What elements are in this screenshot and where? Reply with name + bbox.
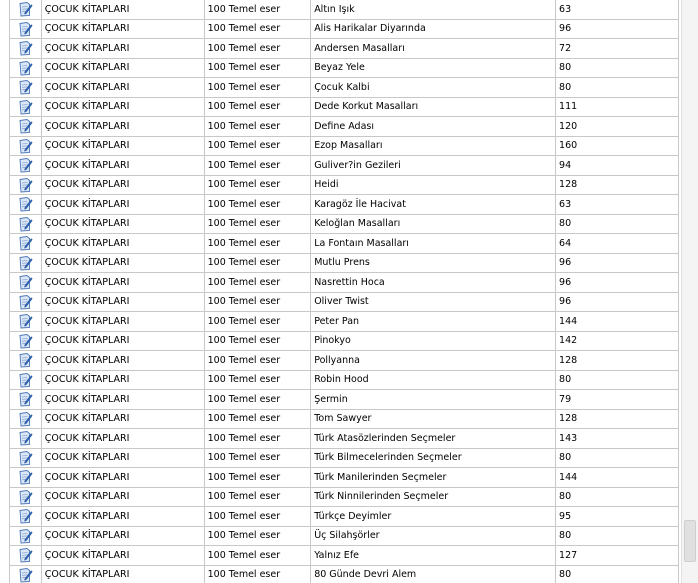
records-body [10,0,679,583]
title-cell: Pinokyo [311,331,556,351]
pages-cell: 120 [556,117,679,137]
title-cell: Dede Korkut Masalları [311,97,556,117]
table-row[interactable] [10,370,679,390]
document-edit-icon[interactable] [17,333,33,349]
table-row[interactable] [10,19,679,39]
row-icon-cell[interactable] [10,214,42,234]
category-cell: ÇOCUK KİTAPLARI [41,292,204,312]
category-cell: ÇOCUK KİTAPLARI [41,565,204,583]
set-cell: 100 Temel eser [204,19,311,39]
set-cell: 100 Temel eser [204,487,311,507]
pages-cell: 95 [556,507,679,527]
row-icon-cell[interactable] [10,234,42,254]
row-icon-cell[interactable] [10,195,42,215]
title-cell: La Fontaın Masalları [311,234,556,254]
set-cell: 100 Temel eser [204,273,311,293]
document-edit-icon[interactable] [17,469,33,485]
category-cell: ÇOCUK KİTAPLARI [41,58,204,78]
document-edit-icon[interactable] [17,547,33,563]
title-cell: Oliver Twist [311,292,556,312]
title-cell: Altın Işık [311,0,556,19]
row-icon-cell[interactable] [10,409,42,429]
set-cell: 100 Temel eser [204,175,311,195]
category-cell: ÇOCUK KİTAPLARI [41,526,204,546]
pages-cell: 80 [556,565,679,583]
row-icon-cell[interactable] [10,273,42,293]
category-cell: ÇOCUK KİTAPLARI [41,0,204,19]
category-cell: ÇOCUK KİTAPLARI [41,97,204,117]
table-row[interactable] [10,507,679,527]
category-cell: ÇOCUK KİTAPLARI [41,39,204,59]
row-icon-cell[interactable] [10,175,42,195]
title-cell: Türkçe Deyimler [311,507,556,527]
pages-cell: 79 [556,390,679,410]
table-row[interactable] [10,429,679,449]
row-icon-cell[interactable] [10,526,42,546]
table-row[interactable] [10,214,679,234]
document-edit-icon[interactable] [17,235,33,251]
table-row[interactable] [10,468,679,488]
category-cell: ÇOCUK KİTAPLARI [41,19,204,39]
title-cell: Andersen Masalları [311,39,556,59]
row-icon-cell[interactable] [10,253,42,273]
title-cell: Çocuk Kalbi [311,78,556,98]
set-cell: 100 Temel eser [204,429,311,449]
category-cell: ÇOCUK KİTAPLARI [41,331,204,351]
table-row[interactable] [10,253,679,273]
pages-cell: 80 [556,78,679,98]
category-cell: ÇOCUK KİTAPLARI [41,390,204,410]
document-edit-icon[interactable] [17,567,33,583]
set-cell: 100 Temel eser [204,39,311,59]
table-row[interactable] [10,0,679,19]
category-cell: ÇOCUK KİTAPLARI [41,351,204,371]
table-row[interactable] [10,390,679,410]
document-edit-icon[interactable] [17,274,33,290]
table-row[interactable] [10,409,679,429]
category-cell: ÇOCUK KİTAPLARI [41,429,204,449]
title-cell: Türk Ninnilerinden Seçmeler [311,487,556,507]
category-cell: ÇOCUK KİTAPLARI [41,312,204,332]
set-cell: 100 Temel eser [204,214,311,234]
category-cell: ÇOCUK KİTAPLARI [41,195,204,215]
vertical-scrollbar[interactable] [681,0,698,583]
category-cell: ÇOCUK KİTAPLARI [41,409,204,429]
row-icon-cell[interactable] [10,19,42,39]
document-edit-icon[interactable] [17,1,33,17]
pages-cell: 80 [556,448,679,468]
category-cell: ÇOCUK KİTAPLARI [41,214,204,234]
set-cell: 100 Temel eser [204,156,311,176]
title-cell: Nasrettin Hoca [311,273,556,293]
title-cell: Beyaz Yele [311,58,556,78]
title-cell: Yalnız Efe [311,546,556,566]
row-icon-cell[interactable] [10,117,42,137]
document-edit-icon[interactable] [17,372,33,388]
table-row[interactable] [10,448,679,468]
table-row[interactable] [10,136,679,156]
table-row[interactable] [10,58,679,78]
row-icon-cell[interactable] [10,78,42,98]
set-cell: 100 Temel eser [204,526,311,546]
category-cell: ÇOCUK KİTAPLARI [41,117,204,137]
row-icon-cell[interactable] [10,429,42,449]
pages-cell: 64 [556,234,679,254]
title-cell: Karagöz İle Hacivat [311,195,556,215]
set-cell: 100 Temel eser [204,292,311,312]
set-cell: 100 Temel eser [204,390,311,410]
set-cell: 100 Temel eser [204,136,311,156]
document-edit-icon[interactable] [17,255,33,271]
set-cell: 100 Temel eser [204,0,311,19]
set-cell: 100 Temel eser [204,565,311,583]
row-icon-cell[interactable] [10,312,42,332]
category-cell: ÇOCUK KİTAPLARI [41,253,204,273]
scrollbar-thumb[interactable] [684,520,696,562]
set-cell: 100 Temel eser [204,507,311,527]
document-edit-icon[interactable] [17,60,33,76]
row-icon-cell[interactable] [10,546,42,566]
table-row[interactable] [10,526,679,546]
pages-cell: 127 [556,546,679,566]
pages-cell: 80 [556,214,679,234]
row-icon-cell[interactable] [10,58,42,78]
category-cell: ÇOCUK KİTAPLARI [41,507,204,527]
table-row[interactable] [10,351,679,371]
title-cell: Türk Manilerinden Seçmeler [311,468,556,488]
category-cell: ÇOCUK KİTAPLARI [41,175,204,195]
category-cell: ÇOCUK KİTAPLARI [41,468,204,488]
title-cell: Mutlu Prens [311,253,556,273]
table-row[interactable] [10,78,679,98]
document-edit-icon[interactable] [17,157,33,173]
table-row[interactable] [10,565,679,583]
document-edit-icon[interactable] [17,352,33,368]
set-cell: 100 Temel eser [204,195,311,215]
row-icon-cell[interactable] [10,39,42,59]
set-cell: 100 Temel eser [204,448,311,468]
table-row[interactable] [10,175,679,195]
pages-cell: 63 [556,0,679,19]
title-cell: Türk Atasözlerinden Seçmeler [311,429,556,449]
pages-cell: 142 [556,331,679,351]
category-cell: ÇOCUK KİTAPLARI [41,448,204,468]
set-cell: 100 Temel eser [204,117,311,137]
document-edit-icon[interactable] [17,411,33,427]
document-edit-icon[interactable] [17,177,33,193]
document-edit-icon[interactable] [17,313,33,329]
set-cell: 100 Temel eser [204,409,311,429]
row-icon-cell[interactable] [10,136,42,156]
pages-cell: 128 [556,351,679,371]
table-row[interactable] [10,117,679,137]
table-row[interactable] [10,487,679,507]
category-cell: ÇOCUK KİTAPLARI [41,136,204,156]
table-row[interactable] [10,156,679,176]
pages-cell: 160 [556,136,679,156]
document-edit-icon[interactable] [17,450,33,466]
row-icon-cell[interactable] [10,351,42,371]
pages-cell: 80 [556,487,679,507]
pages-cell: 72 [556,39,679,59]
title-cell: Robin Hood [311,370,556,390]
row-icon-cell[interactable] [10,156,42,176]
pages-cell: 144 [556,312,679,332]
pages-cell: 128 [556,175,679,195]
document-edit-icon[interactable] [17,79,33,95]
set-cell: 100 Temel eser [204,58,311,78]
row-icon-cell[interactable] [10,468,42,488]
table-row[interactable] [10,273,679,293]
pages-cell: 144 [556,468,679,488]
table-row[interactable] [10,195,679,215]
pages-cell: 128 [556,409,679,429]
pages-cell: 111 [556,97,679,117]
pages-cell: 94 [556,156,679,176]
document-edit-icon[interactable] [17,391,33,407]
category-cell: ÇOCUK KİTAPLARI [41,370,204,390]
title-cell: Türk Bilmecelerinden Seçmeler [311,448,556,468]
records-table [9,0,679,583]
set-cell: 100 Temel eser [204,370,311,390]
table-row[interactable] [10,234,679,254]
title-cell: Guliver?in Gezileri [311,156,556,176]
set-cell: 100 Temel eser [204,253,311,273]
document-edit-icon[interactable] [17,99,33,115]
document-edit-icon[interactable] [17,489,33,505]
document-edit-icon[interactable] [17,528,33,544]
row-icon-cell[interactable] [10,331,42,351]
title-cell: Ezop Masalları [311,136,556,156]
set-cell: 100 Temel eser [204,331,311,351]
pages-cell: 96 [556,292,679,312]
category-cell: ÇOCUK KİTAPLARI [41,78,204,98]
row-icon-cell[interactable] [10,97,42,117]
title-cell: Heidi [311,175,556,195]
set-cell: 100 Temel eser [204,468,311,488]
set-cell: 100 Temel eser [204,97,311,117]
title-cell: Tom Sawyer [311,409,556,429]
title-cell: Define Adası [311,117,556,137]
pages-cell: 96 [556,253,679,273]
row-icon-cell[interactable] [10,0,42,19]
row-icon-cell[interactable] [10,390,42,410]
category-cell: ÇOCUK KİTAPLARI [41,273,204,293]
category-cell: ÇOCUK KİTAPLARI [41,487,204,507]
pages-cell: 80 [556,370,679,390]
pages-cell: 143 [556,429,679,449]
pages-cell: 63 [556,195,679,215]
document-edit-icon[interactable] [17,138,33,154]
title-cell: Keloğlan Masalları [311,214,556,234]
title-cell: Alis Harikalar Diyarında [311,19,556,39]
document-edit-icon[interactable] [17,40,33,56]
set-cell: 100 Temel eser [204,546,311,566]
title-cell: Şermin [311,390,556,410]
document-edit-icon[interactable] [17,21,33,37]
document-edit-icon[interactable] [17,294,33,310]
category-cell: ÇOCUK KİTAPLARI [41,234,204,254]
title-cell: Peter Pan [311,312,556,332]
document-edit-icon[interactable] [17,508,33,524]
table-row[interactable] [10,331,679,351]
document-edit-icon[interactable] [17,196,33,212]
set-cell: 100 Temel eser [204,78,311,98]
table-row[interactable] [10,39,679,59]
document-edit-icon[interactable] [17,216,33,232]
pages-cell: 96 [556,273,679,293]
row-icon-cell[interactable] [10,565,42,583]
row-icon-cell[interactable] [10,507,42,527]
set-cell: 100 Temel eser [204,351,311,371]
table-row[interactable] [10,546,679,566]
row-icon-cell[interactable] [10,292,42,312]
category-cell: ÇOCUK KİTAPLARI [41,156,204,176]
document-edit-icon[interactable] [17,430,33,446]
pages-cell: 80 [556,526,679,546]
set-cell: 100 Temel eser [204,234,311,254]
document-edit-icon[interactable] [17,118,33,134]
category-cell: ÇOCUK KİTAPLARI [41,546,204,566]
title-cell: Pollyanna [311,351,556,371]
row-icon-cell[interactable] [10,370,42,390]
table-row[interactable] [10,292,679,312]
row-icon-cell[interactable] [10,487,42,507]
pages-cell: 96 [556,19,679,39]
table-row[interactable] [10,312,679,332]
title-cell: Üç Silahşörler [311,526,556,546]
title-cell: 80 Günde Devri Alem [311,565,556,583]
set-cell: 100 Temel eser [204,312,311,332]
pages-cell: 80 [556,58,679,78]
table-row[interactable] [10,97,679,117]
row-icon-cell[interactable] [10,448,42,468]
